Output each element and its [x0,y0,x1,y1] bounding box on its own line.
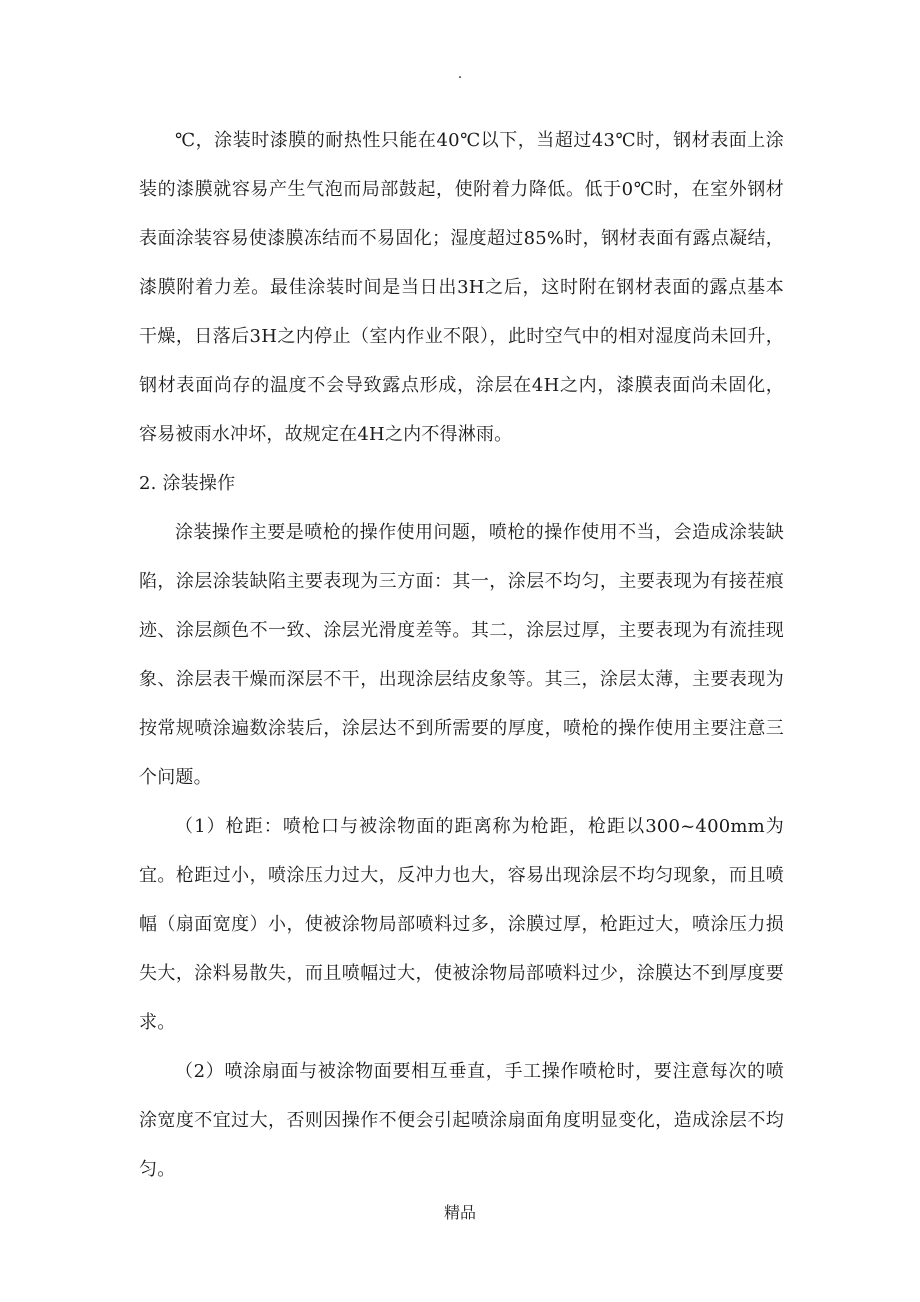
document-body [139,116,784,1194]
paragraph-spray-gun-operation: 涂装操作主要是喷枪的操作使用问题，喷枪的操作使用不当，会造成涂装缺陷，涂层涂装缺陷主要表现为三方面：其一，涂层不均匀，主要表现为有接茬痕迹、涂层颜色不一致、涂层光滑度差等。其二，涂层过厚，主要表现为有流挂现象、涂层表干燥而深层不干，出现涂层结皮象等。其三，涂层太薄，主要表现为按常规喷涂遍数涂装后，涂层达不到所需要的厚度，喷枪的操作使用主要注意三个问题。 [139,522,784,788]
header-mark: . [457,66,463,82]
paragraph-spray-fan-perpendicular: （2）喷涂扇面与被涂物面要相互垂直，手工操作喷枪时，要注意每次的喷涂宽度不宜过大，否则因操作不便会引起喷涂扇面角度明显变化，造成涂层不均匀。 [139,1061,784,1180]
section-heading-coating-operation: 2. 涂装操作 [139,473,236,494]
paragraph-gun-distance: （1）枪距：喷枪口与被涂物面的距离称为枪距，枪距以300~400mm为宜。枪距过小，喷涂压力过大，反冲力也大，容易出现涂层不均匀现象，而且喷幅（扇面宽度）小，使被涂物局部喷料过多，涂膜过厚，枪距过大，喷涂压力损失大，涂料易散失，而且喷幅过大，使被涂物局部喷料过少，涂膜达不到厚度要求。 [139,816,784,1033]
footer-label: 精品 [443,1203,476,1222]
paragraph-environment-conditions: ℃，涂装时漆膜的耐热性只能在40℃以下，当超过43℃时，钢材表面上涂装的漆膜就容易产生气泡而局部鼓起，使附着力降低。低于0℃时，在室外钢材表面涂装容易使漆膜冻结而不易固化；湿度超过85%时，钢材表面有露点凝结，漆膜附着力差。最佳涂装时间是当日出3H之后，这时附在钢材表面的露点基本干燥，日落后3H之内停止（室内作业不限），此时空气中的相对湿度尚未回升，钢材表面尚存的温度不会导致露点形成，涂层在4H之内，漆膜表面尚未固化，容易被雨水冲坏，故规定在4H之内不得淋雨。 [139,130,784,445]
